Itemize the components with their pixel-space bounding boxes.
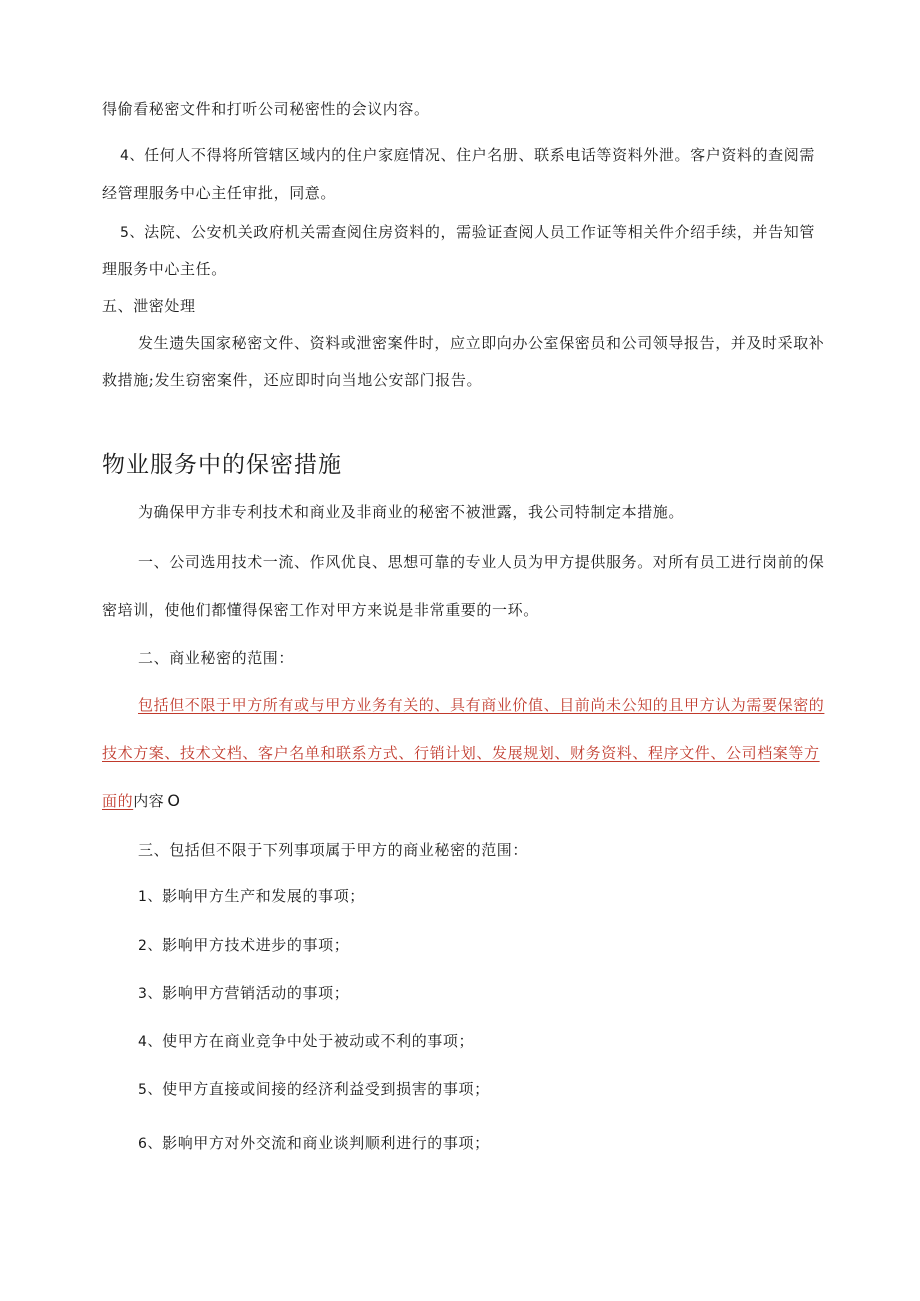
list-item bbox=[138, 1133, 490, 1154]
paragraph-text: 发生遗失国家秘密文件、资料或泄密案件时，应立即向办公室保密员和公司领导报告，并及时采取补 bbox=[138, 334, 825, 352]
item-text: 法院、公安机关政府机关需查阅住房资料的，需验证查阅人员工作证等相关件介绍手续，并告知管 bbox=[144, 223, 815, 241]
intro-paragraph bbox=[138, 502, 684, 522]
list-item bbox=[120, 222, 815, 243]
paragraph-text: 为确保甲方非专利技术和商业及非商业的秘密不被泄露，我公司特制定本措施。 bbox=[138, 503, 685, 521]
paragraph-text: 内容 bbox=[133, 792, 165, 810]
section-title bbox=[138, 840, 528, 860]
end-mark: O bbox=[167, 791, 181, 810]
paragraph-text: 理服务中心主任。 bbox=[102, 260, 227, 278]
paragraph-text: 经管理服务中心主任审批，同意。 bbox=[102, 184, 337, 202]
list-item bbox=[138, 886, 365, 907]
highlighted-text: 面的 bbox=[102, 792, 134, 810]
highlighted-line bbox=[138, 695, 824, 715]
item-number: 5、 bbox=[120, 225, 145, 241]
paragraph-line bbox=[102, 99, 430, 119]
section-title-text: 二、商业秘密的范围： bbox=[138, 649, 295, 667]
list-item bbox=[138, 1031, 474, 1052]
item-number: 1、 bbox=[138, 889, 163, 905]
highlighted-text: 包括但不限于甲方所有或与甲方业务有关的、具有商业价值、目前尚未公知的且甲方认为需要保密的 bbox=[138, 696, 825, 714]
section-title-text: 三、包括但不限于下列事项属于甲方的商业秘密的范围： bbox=[138, 841, 529, 859]
section-title bbox=[138, 648, 294, 668]
list-item bbox=[138, 935, 349, 956]
item-number: 3、 bbox=[138, 986, 163, 1002]
item-text: 影响甲方生产和发展的事项； bbox=[162, 887, 365, 905]
item-number: 4、 bbox=[120, 148, 145, 164]
paragraph-line bbox=[102, 600, 539, 620]
item-text: 影响甲方对外交流和商业谈判顺利进行的事项； bbox=[162, 1134, 490, 1152]
paragraph-line bbox=[102, 183, 336, 203]
list-item bbox=[138, 1079, 490, 1100]
paragraph-line bbox=[102, 791, 181, 811]
paragraph-text: 密培训，使他们都懂得保密工作对甲方来说是非常重要的一环。 bbox=[102, 601, 539, 619]
section-title-text: 五、泄密处理 bbox=[102, 297, 196, 315]
highlighted-text: 技术方案、技术文档、客户名单和联系方式、行销计划、发展规划、财务资料、程序文件、公司档案等方 bbox=[102, 744, 820, 762]
item-number: 4、 bbox=[138, 1034, 163, 1050]
section-title bbox=[102, 296, 196, 316]
paragraph-line bbox=[138, 552, 824, 572]
item-number: 6、 bbox=[138, 1136, 163, 1152]
item-number: 2、 bbox=[138, 938, 163, 954]
item-text: 影响甲方营销活动的事项； bbox=[162, 984, 350, 1002]
item-text: 任何人不得将所管辖区域内的住户家庭情况、住户名册、联系电话等资料外泄。客户资料的查阅需 bbox=[144, 146, 815, 164]
item-text: 影响甲方技术进步的事项； bbox=[162, 936, 350, 954]
list-item bbox=[138, 983, 349, 1004]
item-number: 5、 bbox=[138, 1082, 163, 1098]
paragraph-text: 得偷看秘密文件和打听公司秘密性的会议内容。 bbox=[102, 100, 430, 118]
paragraph-line bbox=[102, 259, 227, 279]
list-item bbox=[120, 145, 815, 166]
paragraph-text: 一、公司选用技术一流、作风优良、思想可靠的专业人员为甲方提供服务。对所有员工进行岗前的保 bbox=[138, 553, 825, 571]
paragraph-text: 救措施;发生窃密案件，还应即时向当地公安部门报告。 bbox=[102, 371, 483, 389]
item-text: 使甲方在商业竞争中处于被动或不利的事项； bbox=[162, 1032, 475, 1050]
paragraph-line bbox=[138, 333, 824, 353]
item-text: 使甲方直接或间接的经济利益受到损害的事项； bbox=[162, 1080, 490, 1098]
highlighted-line bbox=[102, 743, 820, 763]
paragraph-line bbox=[102, 370, 482, 390]
page-title: 物业服务中的保密措施 bbox=[102, 452, 342, 478]
